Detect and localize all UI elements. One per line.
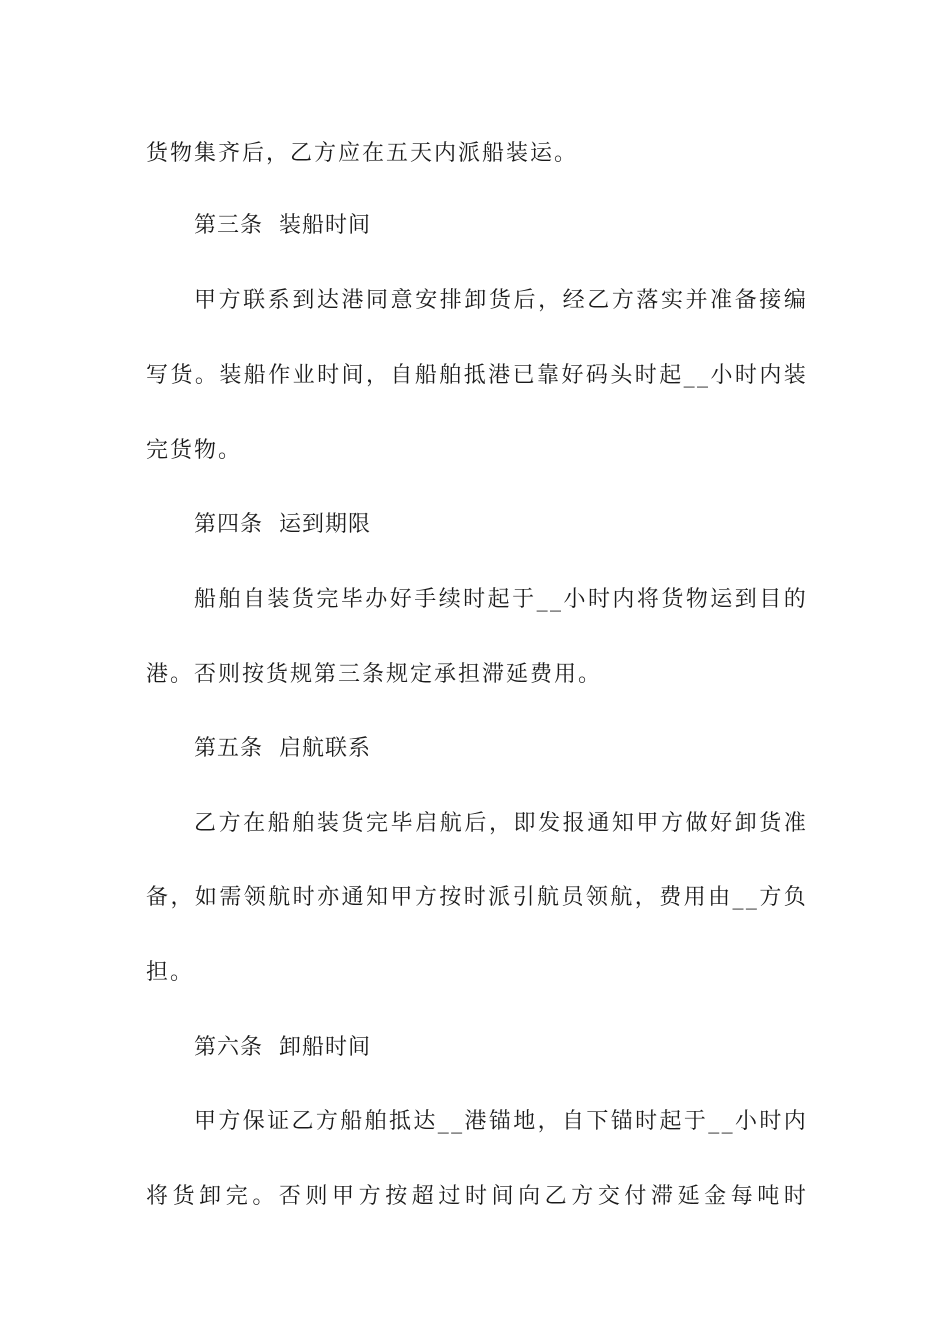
text-line-3: 甲 方 联 系 到 达 港 同 意 安 排 卸 货 后 ， 经 乙 方 落 实 并 准 备 接 编: [194, 288, 806, 313]
text-line-15: 将 货 卸 完 。 否 则 甲 方 按 超 过 时 间 向 乙 方 交 付 滞 延 金 每 吨 时: [146, 1184, 806, 1209]
article-4-heading: 第四条 运到期限: [194, 512, 371, 537]
article-3-heading: 第三条 装船时间: [194, 213, 371, 238]
text-line-4: 写 货 。 装 船 作 业 时 间 ， 自 船 舶 抵 港 已 靠 好 码 头 时 起 _ _ 小 时 内 装: [146, 363, 806, 388]
text-line-11: 备 ， 如 需 领 航 时 亦 通 知 甲 方 按 时 派 引 航 员 领 航 ， 费 用 由 _ _ 方 负: [146, 885, 806, 910]
text-line-8: 港。否则按货规第三条规定承担滞延费用。: [146, 662, 603, 687]
article-5-heading: 第五条 启航联系: [194, 736, 371, 761]
text-line-12: 担。: [146, 960, 195, 985]
text-line-5: 完货物。: [146, 438, 243, 463]
text-line-14: 甲 方 保 证 乙 方 船 舶 抵 达 _ _ 港 锚 地 ， 自 下 锚 时 起 于 _ _ 小 时 内: [194, 1109, 806, 1134]
article-6-heading: 第六条 卸船时间: [194, 1035, 371, 1060]
text-line-7: 船 舶 自 装 货 完 毕 办 好 手 续 时 起 于 _ _ 小 时 内 将 货 物 运 到 目 的: [194, 587, 806, 612]
text-line-10: 乙 方 在 船 舶 装 货 完 毕 启 航 后 ， 即 发 报 通 知 甲 方 做 好 卸 货 准: [194, 811, 806, 836]
text-line-1: 货物集齐后，乙方应在五天内派船装运。: [146, 141, 579, 166]
